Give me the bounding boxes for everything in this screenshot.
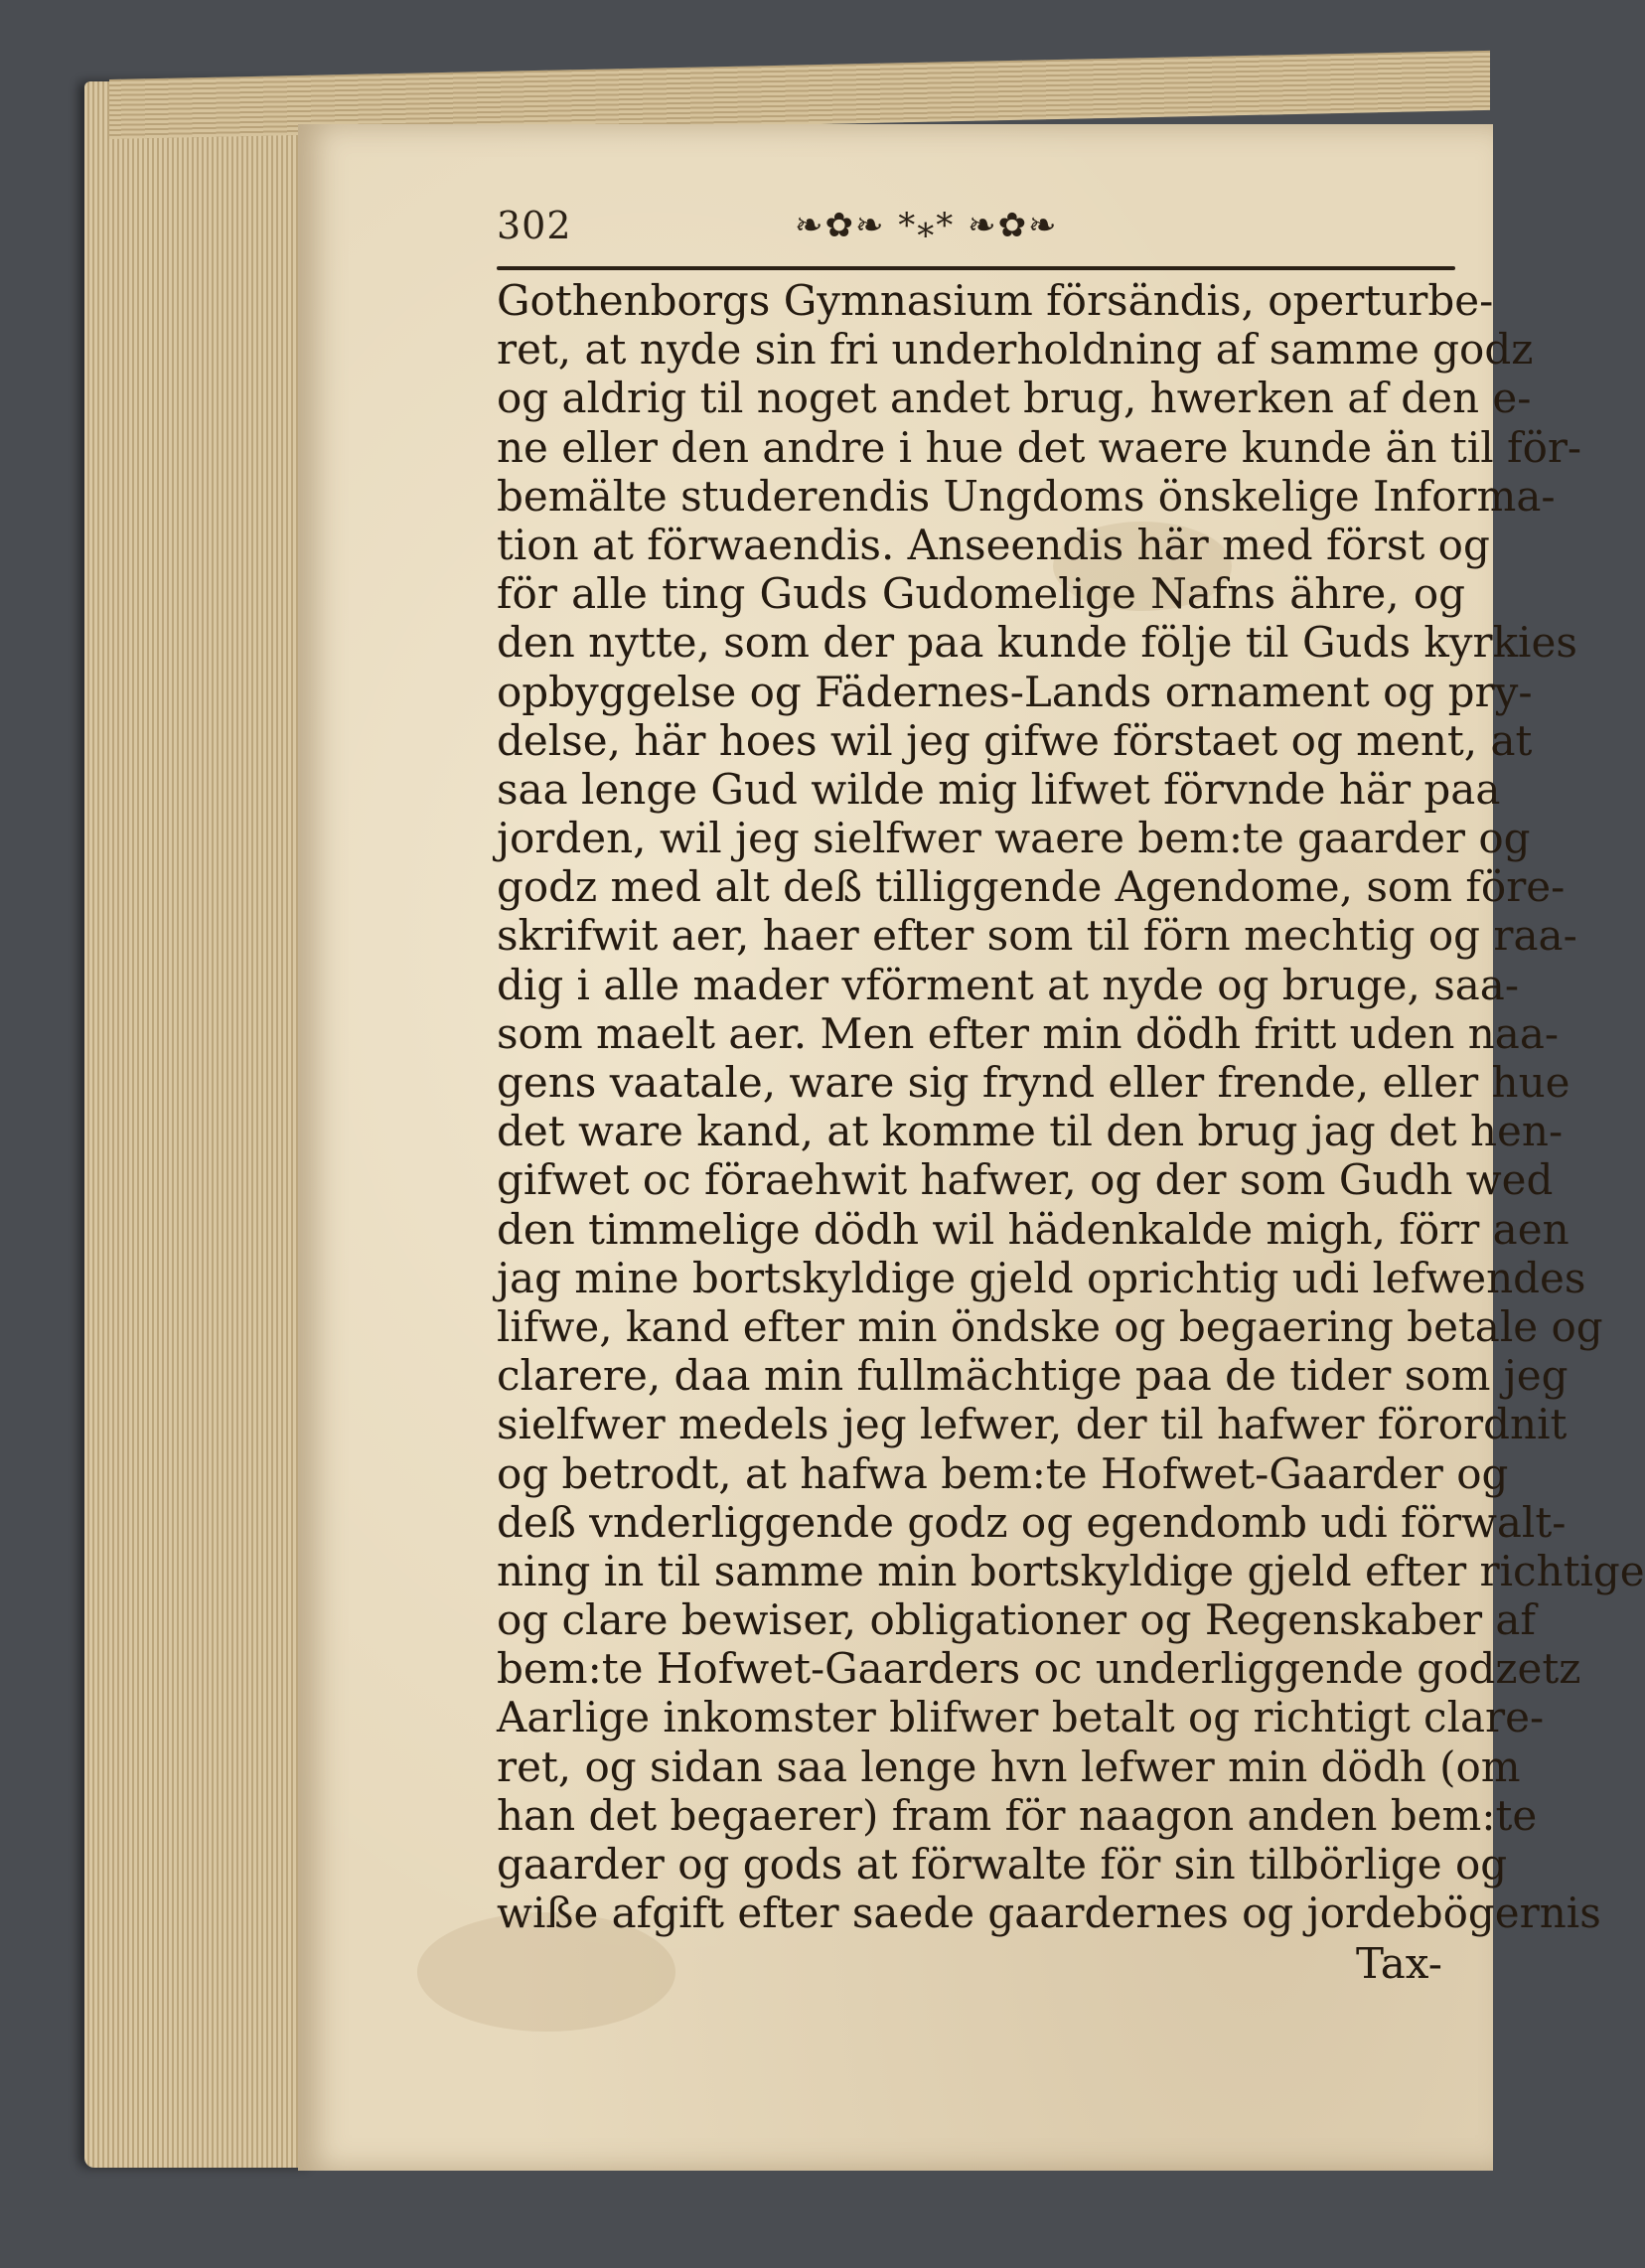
text-line: skrifwit aer, haer efter som til förn mechtig og raa- <box>497 911 1577 961</box>
page-number: 302 <box>497 204 572 247</box>
text-line: Gothenborgs Gymnasium försändis, operturbe- <box>497 276 1494 325</box>
text-line: delse, här hoes wil jeg gifwe förstaet og ment, at <box>497 715 1533 765</box>
text-line: og aldrig til noget andet brug, hwerken af den e- <box>497 374 1532 423</box>
text-line: den nytte, som der paa kunde följe til Guds kyrkies <box>497 618 1577 668</box>
text-line: godz med alt deß tilliggende Agendome, som före- <box>497 862 1566 912</box>
text-line: og clare bewiser, obligationer og Regenskaber af <box>497 1595 1536 1645</box>
text-line: ne eller den andre i hue det waere kunde än til för- <box>497 422 1582 472</box>
text-line: sielfwer medels jeg lefwer, der til hafwer förordnit <box>497 1400 1568 1449</box>
page-edges <box>84 81 313 2168</box>
text-line: clarere, daa min fullmächtige paa de tider som jeg <box>497 1351 1569 1401</box>
page-header <box>497 204 1470 263</box>
text-line: den timmelige dödh wil hädenkalde migh, förr aen <box>497 1204 1570 1254</box>
text-line: dig i alle mader vförment at nyde og bruge, saa- <box>497 960 1520 1009</box>
text-line: wiße afgift efter saede gaardernes og jordebögernis <box>497 1889 1601 1938</box>
text-line: gifwet oc föraehwit hafwer, og der som Gudh wed <box>497 1155 1554 1205</box>
header-rule <box>497 266 1455 270</box>
text-line: jag mine bortskyldige gjeld oprichtig udi lefwendes <box>497 1253 1586 1302</box>
text-line: det ware kand, at komme til den brug jag det hen- <box>497 1107 1564 1156</box>
text-line: lifwe, kand efter min öndske og begaering betale og <box>497 1301 1603 1351</box>
header-ornament: ❧✿❧ *⁎* ❧✿❧ <box>795 206 1059 245</box>
text-line: han det begaerer) fram för naagon anden bem:te <box>497 1790 1538 1840</box>
text-line: ret, at nyde sin fri underholdning af samme godz <box>497 325 1534 375</box>
text-line: gens vaatale, ware sig frynd eller frende, eller hue <box>497 1058 1570 1107</box>
text-line: ret, og sidan saa lenge hvn lefwer min dödh (om <box>497 1741 1521 1791</box>
text-line: som maelt aer. Men efter min dödh fritt uden naa- <box>497 1008 1560 1058</box>
text-line: saa lenge Gud wilde mig lifwet förvnde här paa <box>497 764 1501 814</box>
text-line: jorden, wil jeg sielfwer waere bem:te gaarder og <box>497 814 1531 863</box>
text-line: ning in til samme min bortskyldige gjeld efter richtige <box>497 1546 1645 1595</box>
text-line: opbyggelse og Fädernes-Lands ornament og pry- <box>497 667 1533 716</box>
text-line: og betrodt, at hafwa bem:te Hofwet-Gaarder og <box>497 1448 1509 1498</box>
body-text <box>497 276 1645 1938</box>
text-line: Aarlige inkomster blifwer betalt og richtigt clare- <box>497 1693 1545 1742</box>
catchword: Tax- <box>1356 1939 1442 1988</box>
text-line: bem:te Hofwet-Gaarders oc underliggende godzetz <box>497 1644 1581 1694</box>
text-line: gaarder og gods at förwalte för sin tilbörlige og <box>497 1840 1508 1889</box>
text-line: tion at förwaendis. Anseendis här med först og <box>497 520 1490 569</box>
text-line: deß vnderliggende godz og egendomb udi förwalt- <box>497 1497 1567 1547</box>
text-line: bemälte studerendis Ungdoms önskelige Informa- <box>497 471 1556 521</box>
text-line: för alle ting Guds Gudomelige Nafns ähre, og <box>497 569 1465 619</box>
